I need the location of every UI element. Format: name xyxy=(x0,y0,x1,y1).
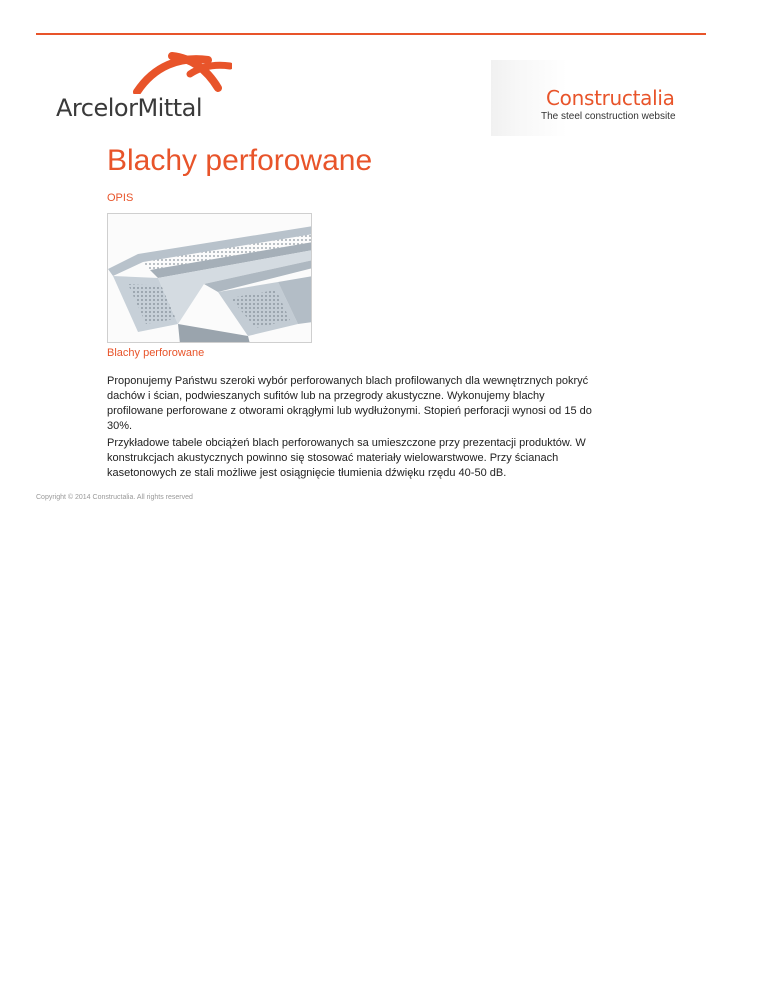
page-title: Blachy perforowane xyxy=(107,144,373,177)
constructalia-tagline: The steel construction website xyxy=(541,111,676,122)
constructalia-brand: Constructalia xyxy=(546,86,675,110)
copyright-notice: Copyright © 2014 Constructalia. All rights reserved xyxy=(36,494,193,501)
arcelormittal-wordmark: ArcelorMittal xyxy=(56,94,203,122)
description-paragraph-1: Proponujemy Państwu szeroki wybór perforowanych blach profilowanych dla wewnętrznych pokryć dachów i ścian, podwieszanych sufitów lub na przegrody akustyczne. Wykonujemy blachy profilowane perforowane z otworami okrągłymi lub wydłużonymi. Stopień perforacji wynosi od 15 do 30%. xyxy=(107,375,592,432)
section-label: OPIS xyxy=(107,192,134,204)
constructalia-logo[interactable] xyxy=(491,60,708,136)
header-divider xyxy=(36,33,706,35)
arcelormittal-logo[interactable] xyxy=(50,52,240,132)
image-caption: Blachy perforowane xyxy=(107,347,205,359)
arcelormittal-swoosh-icon xyxy=(132,52,232,94)
perforated-steel-sheet-image xyxy=(107,213,312,343)
description-paragraph-2: Przykładowe tabele obciążeń blach perforowanych sa umieszczone przy prezentacji produktów. W konstrukcjach akustycznych powinno się stosować materiały wielowarstwowe. Przy ścianach kasetonowych ze stali możliwe jest osiągnięcie tłumienia dźwięku rzędu 40-50 dB. xyxy=(107,437,586,479)
